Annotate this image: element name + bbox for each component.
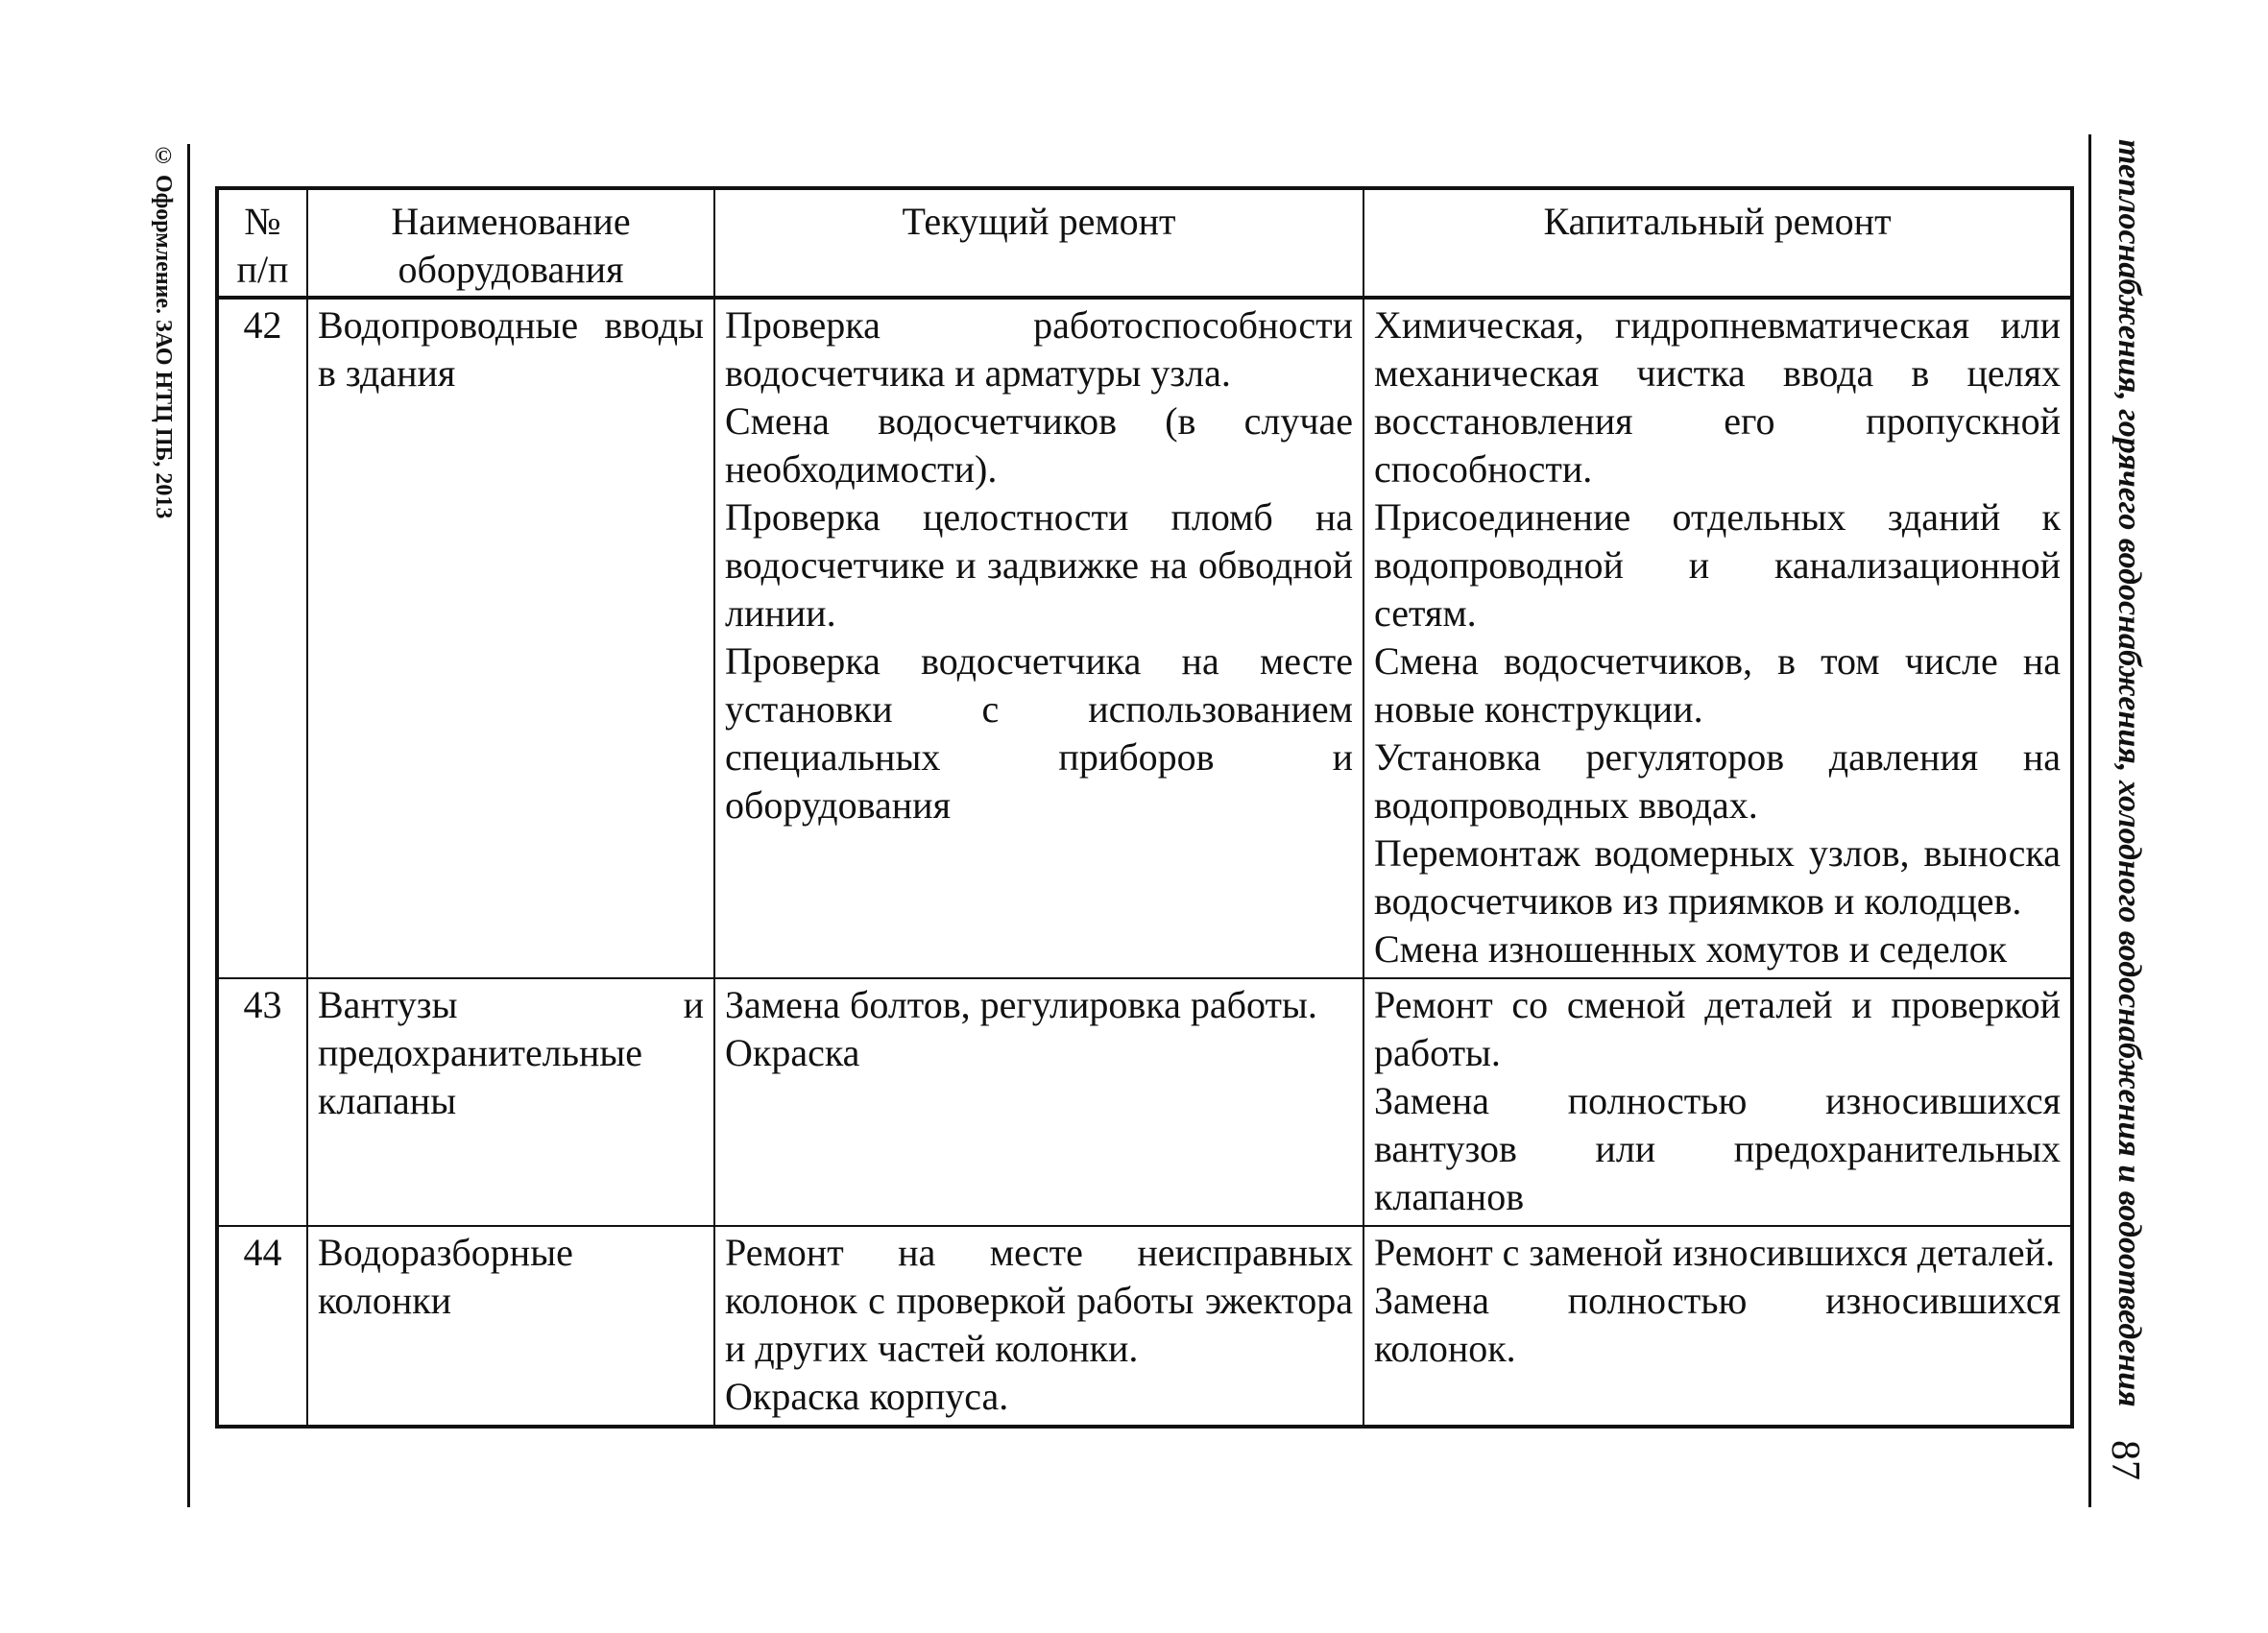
- table-row: [217, 1226, 2072, 1427]
- capital-repair-item: Замена полностью износившихся вантузов или предохранительных клапанов: [1374, 1079, 2061, 1218]
- header-name-line2: оборудования: [398, 248, 624, 291]
- equipment-name-text: Водоразборные колонки: [318, 1231, 573, 1322]
- capital-repair-item: Смена изношенных хомутов и седелок: [1374, 927, 2008, 971]
- table-row: [217, 978, 2072, 1226]
- equipment-name: [307, 298, 714, 978]
- current-repair-item: Проверка работоспособности водосчетчика и арматуры узла.: [725, 303, 1353, 395]
- left-margin-rule: [187, 144, 190, 1507]
- header-equipment-name: [307, 188, 714, 298]
- current-repair-item: Окраска корпуса.: [725, 1375, 1009, 1418]
- capital-repair-item: Смена водосчетчиков, в том числе на новые конструкции.: [1374, 639, 2061, 731]
- right-margin-rule: [2088, 134, 2091, 1507]
- row-number: 42: [217, 298, 307, 978]
- running-header: теплоснабжения, горячего водоснабжения, холодного водоснабжения и водоотведения: [2111, 139, 2147, 1407]
- equipment-name: [307, 1226, 714, 1427]
- current-repair-cell: [714, 298, 1363, 978]
- capital-repair-item: Химическая, гидропневматическая или механическая чистка ввода в целях восстановления его пропускной способности.: [1374, 303, 2061, 491]
- current-repair-item: Замена болтов, регулировка работы.: [725, 983, 1317, 1026]
- capital-repair-item: Ремонт с заменой износившихся деталей.: [1374, 1231, 2056, 1274]
- current-repair-cell: [714, 978, 1363, 1226]
- capital-repair-item: Установка регуляторов давления на водопроводных вводах.: [1374, 735, 2061, 827]
- header-capital-repair: Капитальный ремонт: [1363, 188, 2072, 298]
- equipment-name: [307, 978, 714, 1226]
- copyright-note: © Оформление. ЗАО НТЦ ПБ, 2013: [151, 144, 176, 519]
- row-number: 44: [217, 1226, 307, 1427]
- capital-repair-item: Присоединение отдельных зданий к водопроводной и канализационной сетям.: [1374, 495, 2061, 635]
- capital-repair-item: Ремонт со сменой деталей и проверкой работы.: [1374, 983, 2061, 1074]
- equipment-name-text: Вантузы и предохранительные клапаны: [318, 983, 704, 1122]
- current-repair-item: Проверка водосчетчика на месте установки с использованием специальных приборов и оборудования: [725, 639, 1353, 827]
- header-number-line1: №: [244, 200, 281, 243]
- header-current-repair: Текущий ремонт: [714, 188, 1363, 298]
- page-number: 87: [2103, 1440, 2147, 1480]
- equipment-name-text: Водопроводные вводы в здания: [318, 303, 704, 395]
- capital-repair-item: Замена полностью износившихся колонок.: [1374, 1279, 2061, 1370]
- header-number-line2: п/п: [236, 248, 289, 291]
- repair-table: [215, 186, 2074, 1429]
- capital-repair-cell: [1363, 978, 2072, 1226]
- table-row: [217, 298, 2072, 978]
- current-repair-item: Окраска: [725, 1031, 860, 1074]
- header-number: [217, 188, 307, 298]
- current-repair-item: Смена водосчетчиков (в случае необходимости).: [725, 399, 1353, 491]
- capital-repair-cell: [1363, 1226, 2072, 1427]
- header-name-line1: Наименование: [391, 200, 631, 243]
- table-header-row: [217, 188, 2072, 298]
- capital-repair-item: Перемонтаж водомерных узлов, выноска водосчетчиков из приямков и колодцев.: [1374, 831, 2061, 923]
- row-number: 43: [217, 978, 307, 1226]
- current-repair-cell: [714, 1226, 1363, 1427]
- capital-repair-cell: [1363, 298, 2072, 978]
- current-repair-item: Проверка целостности пломб на водосчетчике и задвижке на обводной линии.: [725, 495, 1353, 635]
- current-repair-item: Ремонт на месте неисправных колонок с проверкой работы эжектора и других частей колонки.: [725, 1231, 1353, 1370]
